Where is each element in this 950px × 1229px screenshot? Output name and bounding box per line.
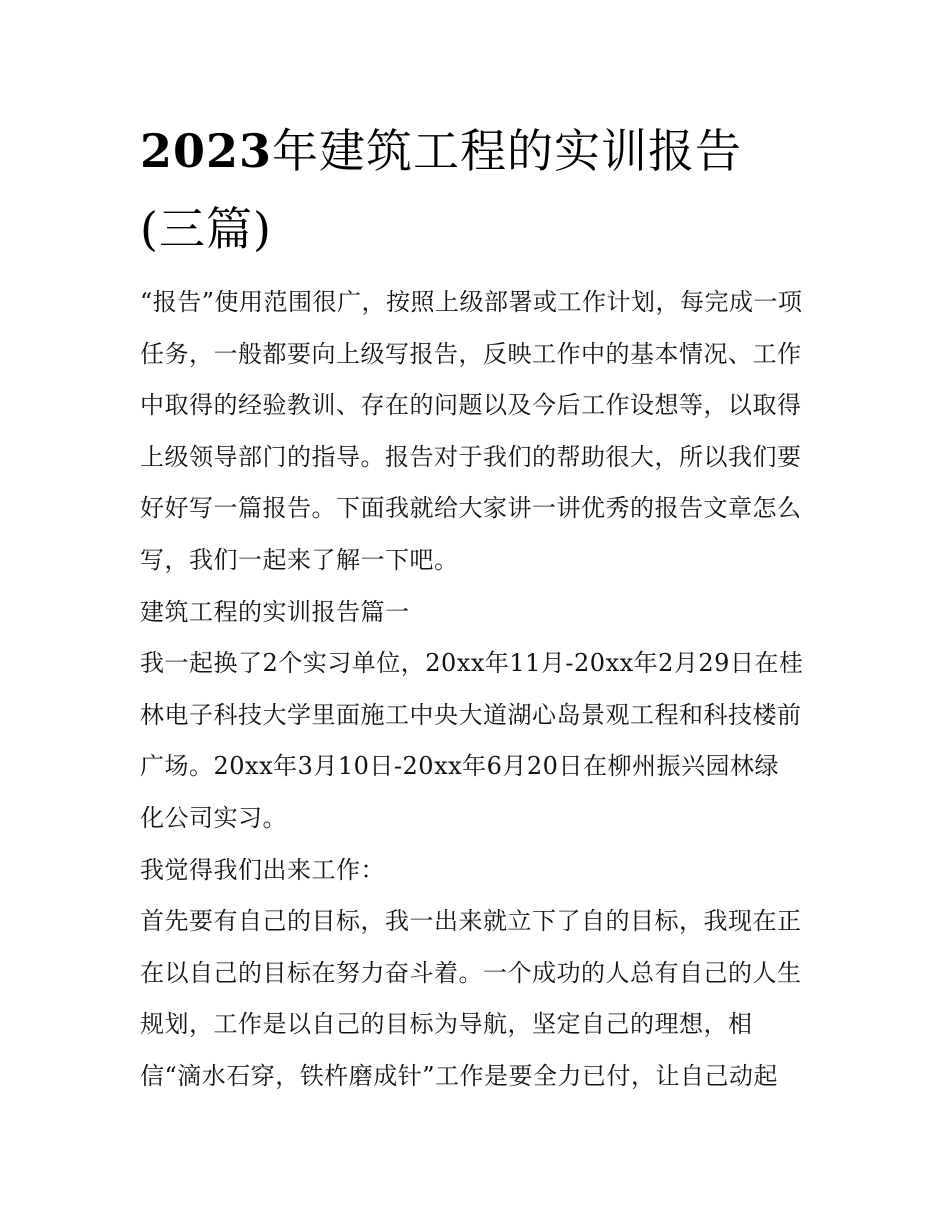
body-line: 林电子科技大学里面施工中央大道湖心岛景观工程和科技楼前 [140, 700, 802, 729]
document-title [140, 112, 820, 268]
body-line: 规划，工作是以自己的目标为导航，坚定自己的理想，相 [140, 1010, 753, 1039]
body-line: 在以自己的目标在努力奋斗着。一个成功的人总有自己的人生 [140, 958, 802, 987]
title-year: 2023 [140, 124, 273, 178]
title-text-line2: (三篇) [140, 202, 272, 256]
body-line: 上级领导部门的指导。报告对于我们的帮助很大，所以我们要 [140, 442, 802, 471]
body-line: 中取得的经验教训、存在的问题以及今后工作设想等，以取得 [140, 391, 802, 420]
section-heading: 建筑工程的实训报告篇一 [140, 597, 410, 626]
body-line: 广场。20xx年3月10日-20xx年6月20日在柳州振兴园林绿 [140, 752, 779, 781]
body-line: 我觉得我们出来工作： [140, 855, 385, 884]
body-line: 任务，一般都要向上级写报告，反映工作中的基本情况、工作 [140, 339, 802, 368]
body-line: 好好写一篇报告。下面我就给大家讲一讲优秀的报告文章怎么 [140, 494, 802, 523]
body-line: 我一起换了2个实习单位，20xx年11月-20xx年2月29日在桂 [140, 649, 804, 678]
body-line: 化公司实习。 [140, 803, 287, 832]
body-line: 写，我们一起来了解一下吧。 [140, 545, 459, 574]
body-line: 首先要有自己的目标，我一出来就立下了自的目标，我现在正 [140, 907, 802, 936]
body-line: 信“滴水石穿，铁杵磨成针”工作是要全力已付，让自己动起 [140, 1061, 779, 1090]
title-text-line1: 年建筑工程的实训报告 [272, 124, 743, 178]
document-body [140, 277, 816, 1103]
body-line: “报告”使用范围很广，按照上级部署或工作计划，每完成一项 [140, 288, 803, 316]
